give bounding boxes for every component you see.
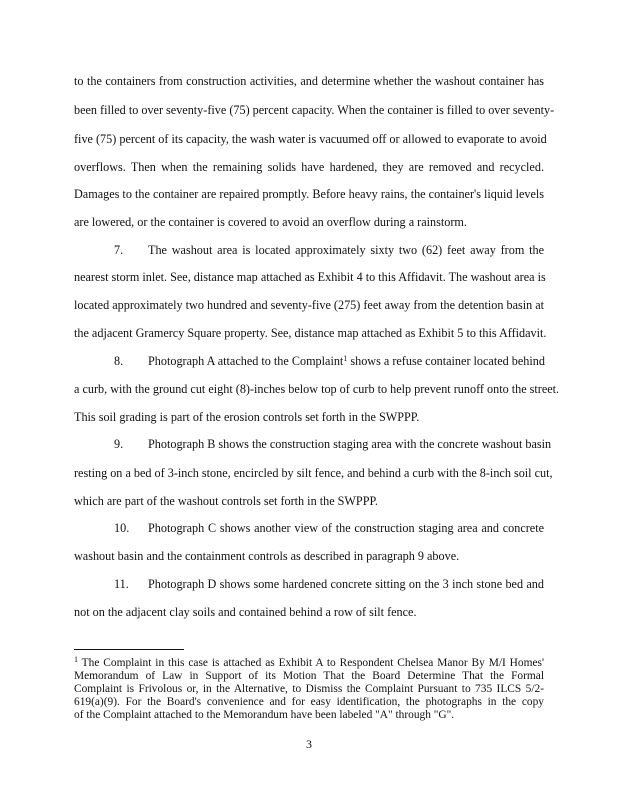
body-line: a curb, with the ground cut eight (8)-inches below top of curb to help prevent runoff onto the street. [74,382,560,396]
paragraph-9-first-line [114,437,552,451]
paragraph-10-first-line [114,521,544,535]
body-line: located approximately two hundred and seventy-five (275) feet away from the detention basin at [74,298,545,312]
body-text: Photograph C shows another view of the construction staging area and concrete [148,521,544,535]
body-line: are lowered, or the container is covered to avoid an overflow during a rainstorm. [74,215,467,229]
body-line: not on the adjacent clay soils and contained behind a row of silt fence. [74,605,417,619]
paragraph-8-first-line [114,354,544,368]
body-line: This soil grading is part of the erosion controls set forth in the SWPPP. [74,410,420,424]
paragraph-number: 11. [114,577,129,591]
body-line: nearest storm inlet. See, distance map attached as Exhibit 4 to this Affidavit. The washout area is [74,270,546,284]
body-line: five (75) percent of its capacity, the wash water is vacuumed off or allowed to evaporate to avoid [74,132,547,146]
body-line: to the containers from construction activities, and determine whether the washout container has [74,74,544,88]
footnote-reference: 1 [343,354,348,363]
footnote-line: Memorandum of Law in Support of its Motion That the Board Determine That the Formal [74,670,544,682]
paragraph-7-first-line [114,243,544,257]
body-text: Photograph B shows the construction staging area with the concrete washout basin [148,437,552,451]
body-line: washout basin and the containment controls as described in paragraph 9 above. [74,549,460,563]
paragraph-number: 9. [114,437,124,451]
footnote-line: 619(a)(9). For the Board's convenience and for easy identification, the photographs in the copy [74,696,544,708]
body-text: Photograph D shows some hardened concrete sitting on the 3 inch stone bed and [148,577,544,591]
footnote-separator [74,649,184,650]
paragraph-number: 7. [114,243,124,257]
body-text: shows a refuse container located behind [347,354,545,368]
body-line: the adjacent Gramercy Square property. See, distance map attached as Exhibit 5 to this Affidavit. [74,326,547,340]
page-number: 3 [306,737,312,751]
body-text: Photograph A attached to the Complaint [148,354,344,368]
body-text: The washout area is located approximately sixty two (62) feet away from the [148,243,544,257]
body-line: resting on a bed of 3-inch stone, encircled by silt fence, and behind a curb with the 8-inch soil cut, [74,466,553,480]
body-line: Damages to the container are repaired promptly. Before heavy rains, the container's liquid levels [74,187,544,201]
body-line: been filled to over seventy-five (75) percent capacity. When the container is filled to over seventy- [74,103,555,117]
footnote-text: The Complaint in this case is attached as Exhibit A to Respondent Chelsea Manor By M/I Homes' [78,657,544,669]
paragraph-11-first-line [114,577,544,591]
footnote-first-line [74,657,544,670]
body-line: which are part of the washout controls set forth in the SWPPP. [74,494,378,508]
paragraph-number: 10. [114,521,130,535]
footnote-line: Complaint is Frivolous or, in the Alternative, to Dismiss the Complaint Pursuant to 735 ILCS 5/2- [74,683,544,695]
paragraph-number: 8. [114,354,124,368]
footnote-marker: 1 [74,655,78,664]
footnote-line: of the Complaint attached to the Memorandum have been labeled "A" through "G". [74,709,455,721]
body-line: overflows. Then when the remaining solids have hardened, they are removed and recycled. [74,160,544,174]
